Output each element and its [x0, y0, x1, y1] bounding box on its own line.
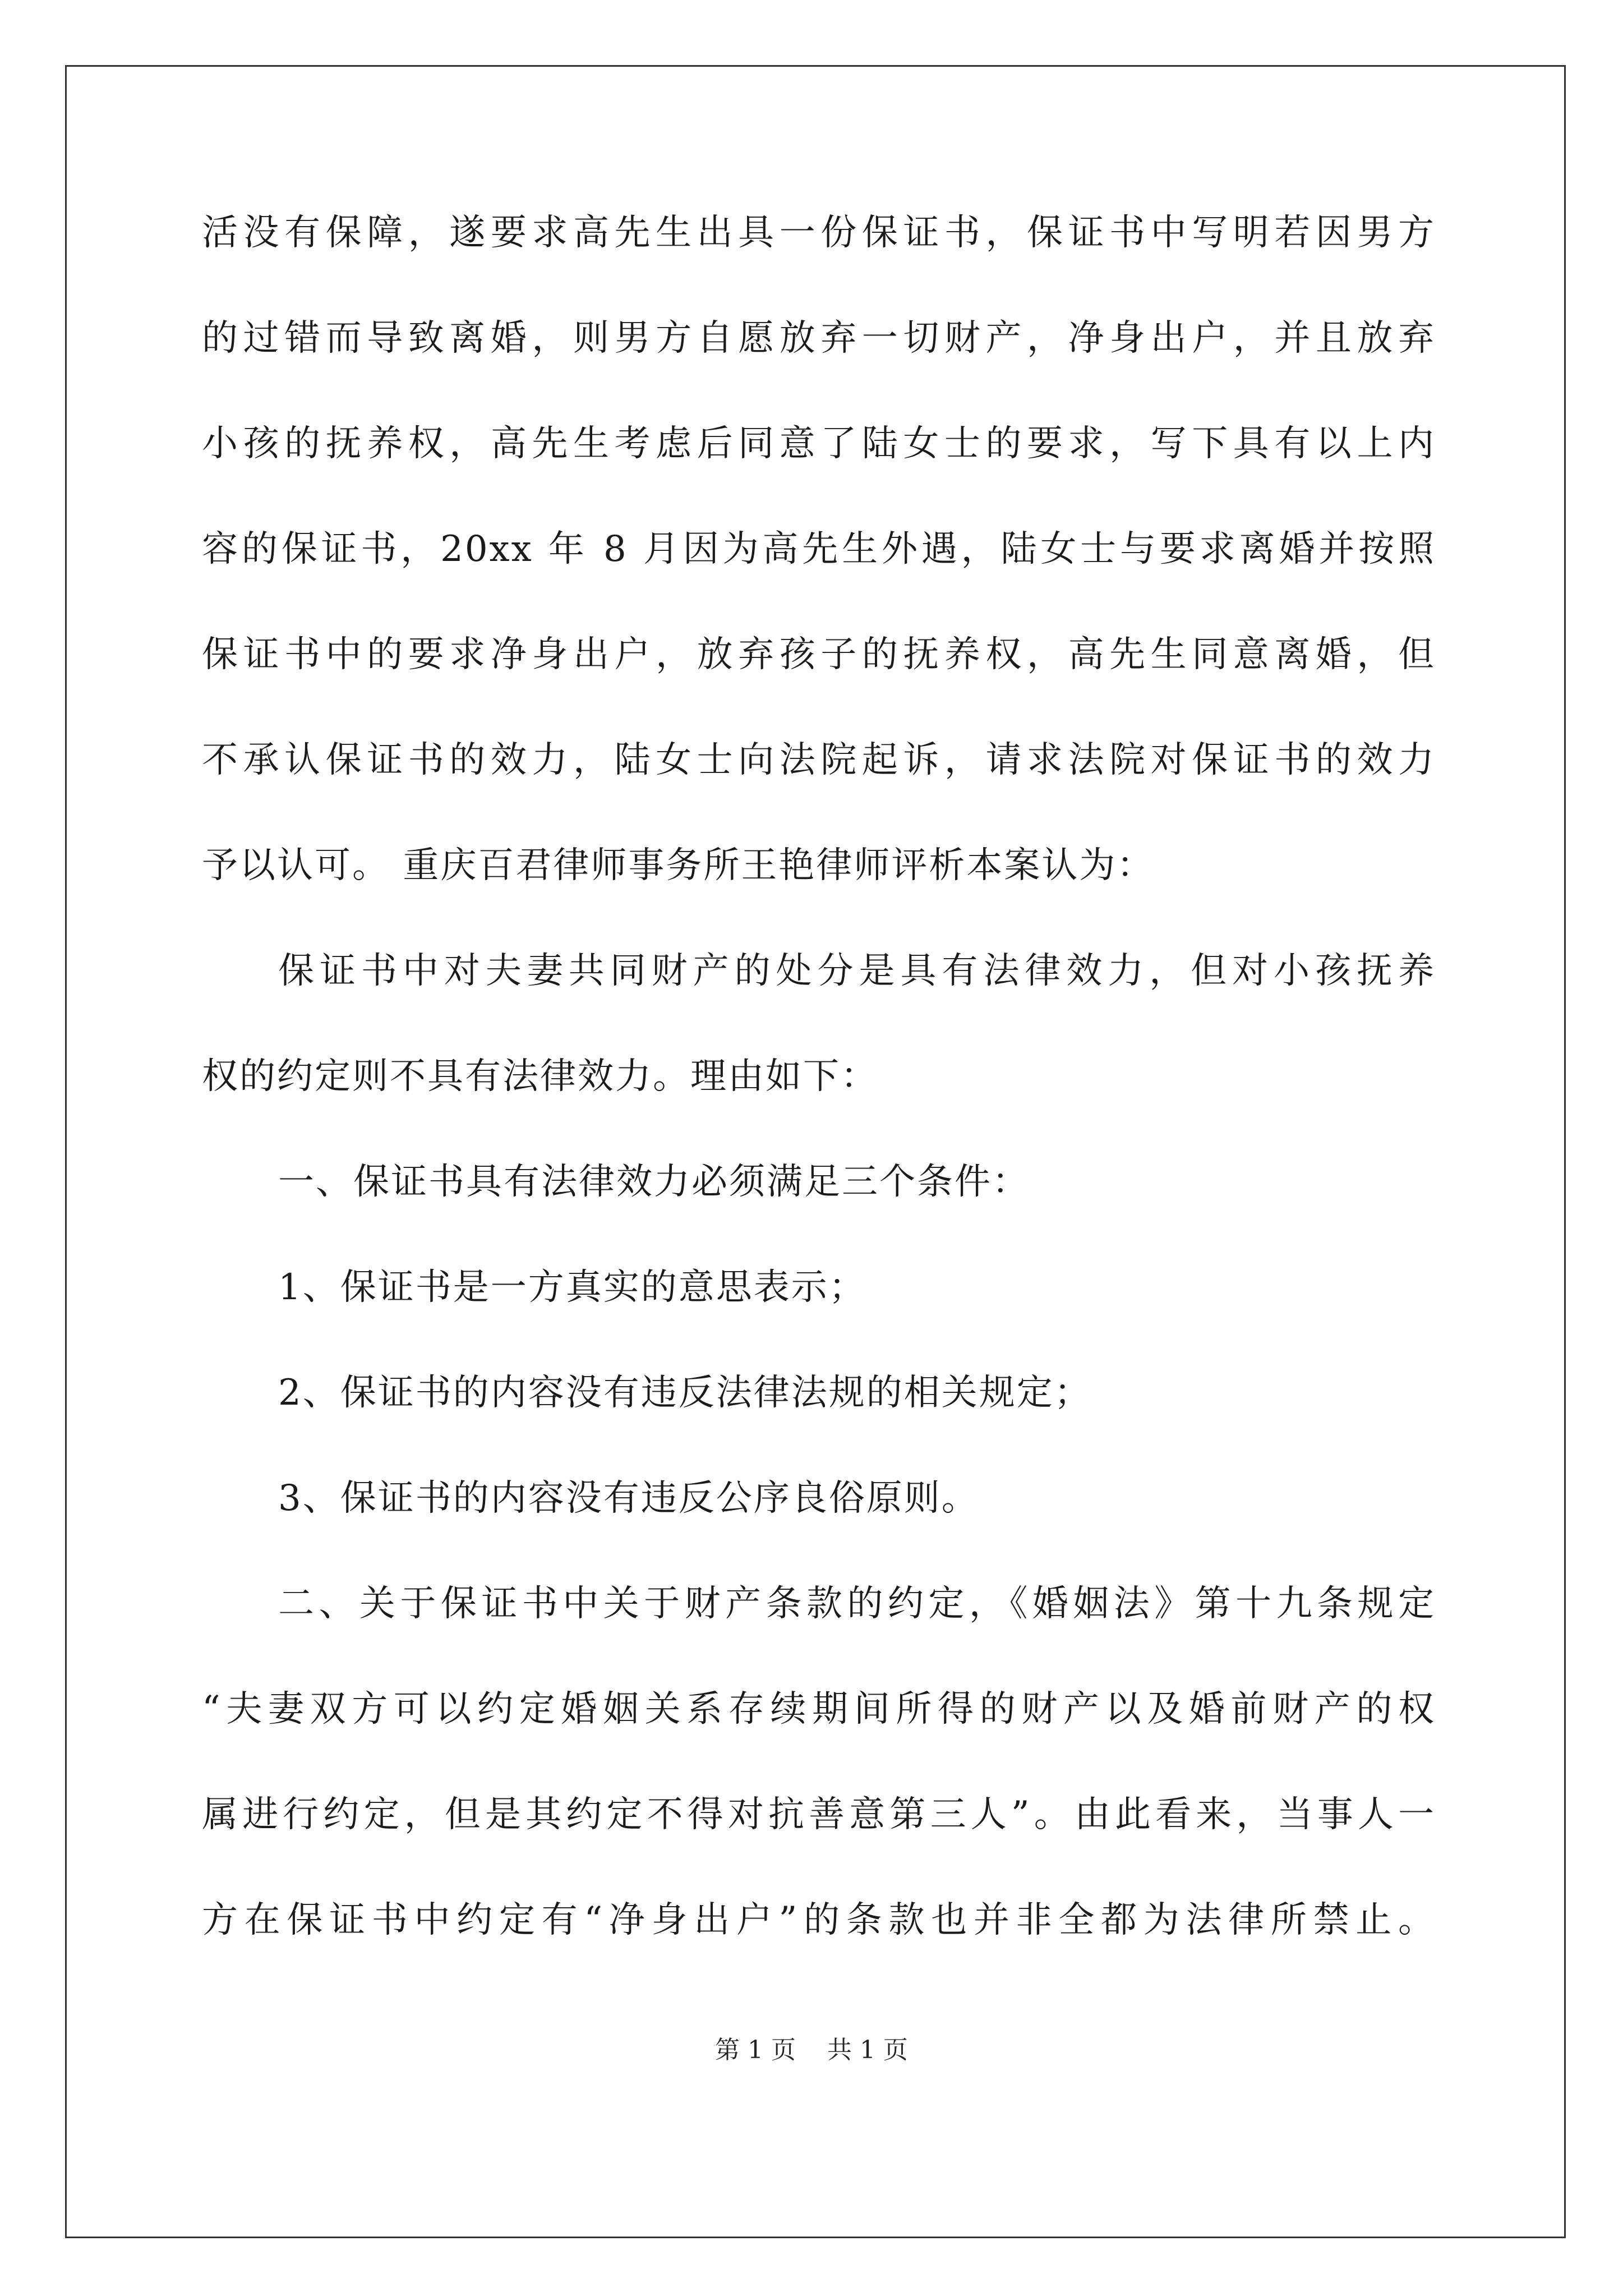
- text-line: 3、保证书的内容没有违反公序良俗原则。: [278, 1478, 979, 1519]
- text-line: “夫妻双方可以约定婚姻关系存续期间所得的财产以及婚前财产的权: [202, 1688, 1436, 1730]
- text-line: 属进行约定，但是其约定不得对抗善意第三人”。由此看来，当事人一: [202, 1794, 1436, 1835]
- text-line: 2、保证书的内容没有违反法律法规的相关规定；: [278, 1372, 1092, 1414]
- text-line: 保证书中对夫妻共同财产的处分是具有法律效力，但对小孩抚养: [278, 950, 1436, 992]
- text-line: 小孩的抚养权，高先生考虑后同意了陆女士的要求，写下具有以上内: [202, 423, 1436, 464]
- text-line: 活没有保障，遂要求高先生出具一份保证书，保证书中写明若因男方: [202, 212, 1436, 254]
- text-line: 不承认保证书的效力，陆女士向法院起诉，请求法院对保证书的效力: [202, 739, 1436, 781]
- text-line: 1、保证书是一方真实的意思表示；: [278, 1267, 866, 1308]
- text-line: 的过错而导致离婚，则男方自愿放弃一切财产，净身出户，并且放弃: [202, 318, 1436, 359]
- text-line: 一、保证书具有法律效力必须满足三个条件：: [278, 1161, 1030, 1203]
- text-line: 方在保证书中约定有“净身出户”的条款也并非全都为法律所禁止。: [202, 1899, 1436, 1941]
- text-line: 二、关于保证书中关于财产条款的约定，《婚姻法》第十九条规定: [278, 1583, 1436, 1625]
- text-line: 予以认可。 重庆百君律师事务所王艳律师评析本案认为：: [202, 845, 1155, 886]
- text-line: 权的约定则不具有法律效力。理由如下：: [202, 1056, 878, 1097]
- document-body: [202, 213, 1436, 2006]
- text-line: 容的保证书，20xx 年 8 月因为高先生外遇，陆女士与要求离婚并按照: [202, 528, 1436, 570]
- page-footer: 第 1 页 共 1 页: [715, 2036, 908, 2064]
- text-line: 保证书中的要求净身出户，放弃孩子的抚养权，高先生同意离婚，但: [202, 634, 1436, 675]
